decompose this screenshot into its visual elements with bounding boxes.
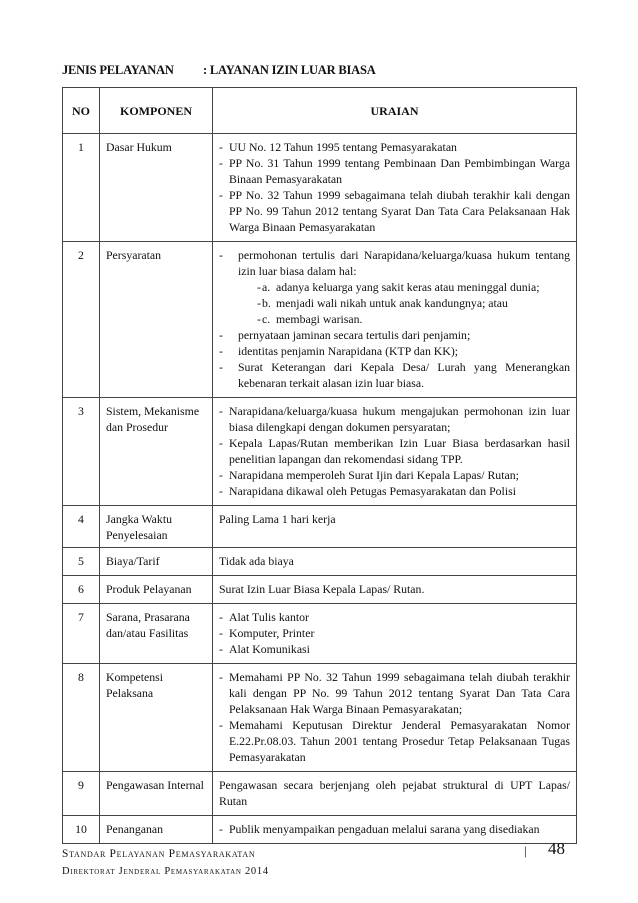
list-item: - Alat Komunikasi [219,641,570,657]
footer-separator: | [524,843,527,858]
header-no: NO [63,88,100,134]
list-item: - Surat Keterangan dari Kepala Desa/ Lurah yang Menerangkan kebenaran terkait alasan izin luar biasa. [219,359,570,391]
sub-list [238,279,570,327]
row-component: Pengawasan Internal [100,772,213,816]
sub-list-item [257,295,570,311]
page-heading [62,63,376,78]
service-type-label: JENIS PELAYANAN [62,63,174,77]
table-row [63,664,577,772]
sub-list-text: menjadi wali nikah untuk anak kandungnya; atau [276,296,508,310]
sub-list-item [257,279,570,295]
row-description [213,398,577,506]
list-item: - Memahami PP No. 32 Tahun 1999 sebagaimana telah diubah terakhir kali dengan PP No. 99 Tahun 2012 tentang Syarat Dan Tata Cara Pelaksanaan Hak Warga Binaan Pemasyarakatan; [219,669,570,717]
row-number: 2 [63,242,100,398]
list-item: - Narapidana dikawal oleh Petugas Pemasyarakatan dan Polisi [219,483,570,499]
list-item: - Narapidana/keluarga/kuasa hukum mengajukan permohonan izin luar biasa dilengkapi dengan dokumen persyaratan; [219,403,570,435]
row-number: 6 [63,576,100,604]
list-item: - pernyataan jaminan secara tertulis dari penjamin; [219,327,570,343]
row-number: 7 [63,604,100,664]
row-description [213,664,577,772]
row-number: 10 [63,816,100,844]
row-description: Paling Lama 1 hari kerja [213,506,577,548]
row-component: Penanganan [100,816,213,844]
list-item: - identitas penjamin Narapidana (KTP dan KK); [219,343,570,359]
list-item: - Komputer, Printer [219,625,570,641]
row-component: Biaya/Tarif [100,548,213,576]
page-number: 48 [548,839,565,858]
row-description: Surat Izin Luar Biasa Kepala Lapas/ Rutan. [213,576,577,604]
list-item-text: permohonan tertulis dari Narapidana/keluarga/kuasa hukum tentang izin luar biasa dalam hal: [238,248,570,278]
sub-list-marker: - c. [262,312,271,326]
service-type-value: : LAYANAN IZIN LUAR BIASA [203,63,376,77]
list-item: - Kepala Lapas/Rutan memberikan Izin Luar Biasa berdasarkan hasil penelitian lapangan dan rekomendasi sidang TPP. [219,435,570,467]
sub-list-item [257,311,570,327]
list-item: - Memahami Keputusan Direktur Jenderal Pemasyarakatan Nomor E.22.Pr.08.03. Tahun 2001 tentang Prosedur Tetap Pelaksanaan Tugas Pemasyarakatan [219,717,570,765]
header-uraian: URAIAN [213,88,577,134]
row-component: Sarana, Prasarana dan/atau Fasilitas [100,604,213,664]
row-description: Tidak ada biaya [213,548,577,576]
list-item: - PP No. 31 Tahun 1999 tentang Pembinaan Dan Pembimbingan Warga Binaan Pemasyarakatan [219,155,570,187]
table-row [63,134,577,242]
table-row [63,398,577,506]
row-component: Persyaratan [100,242,213,398]
list-item: - Alat Tulis kantor [219,609,570,625]
sub-list-text: adanya keluarga yang sakit keras atau meninggal dunia; [276,280,540,294]
page-footer [62,846,269,880]
row-number: 4 [63,506,100,548]
row-component: Produk Pelayanan [100,576,213,604]
list-item: - Publik menyampaikan pengaduan melalui sarana yang disediakan [219,821,570,837]
table-row [63,816,577,844]
row-number: 3 [63,398,100,506]
row-component: Dasar Hukum [100,134,213,242]
table-row [63,576,577,604]
header-komponen: KOMPONEN [100,88,213,134]
sub-list-marker: - b. [262,296,271,310]
row-component: Kompetensi Pelaksana [100,664,213,772]
row-description [213,604,577,664]
row-number: 9 [63,772,100,816]
table-row [63,772,577,816]
table-header-row [63,88,577,134]
row-component: Sistem, Mekanisme dan Prosedur [100,398,213,506]
row-description [213,242,577,398]
row-component: Jangka Waktu Penyelesaian [100,506,213,548]
table-row [63,506,577,548]
sub-list-marker: - a. [262,280,271,294]
service-standard-table [62,87,577,844]
sub-list-text: membagi warisan. [276,312,363,326]
footer-title: Standar Pelayanan Pemasyarakatan [62,848,256,860]
list-item [219,247,570,327]
table-row [63,548,577,576]
table-row [63,242,577,398]
row-description [213,134,577,242]
row-number: 8 [63,664,100,772]
list-item: - UU No. 12 Tahun 1995 tentang Pemasyarakatan [219,139,570,155]
row-number: 1 [63,134,100,242]
list-item: - PP No. 32 Tahun 1999 sebagaimana telah diubah terakhir kali dengan PP No. 99 Tahun 2012 tentang Syarat Dan Tata Cara Pelaksanaan Hak Warga Binaan Pemasyarakatan [219,187,570,235]
footer-subtitle: Direktorat Jenderal Pemasyarakatan 2014 [62,866,269,877]
list-item: - Narapidana memperoleh Surat Ijin dari Kepala Lapas/ Rutan; [219,467,570,483]
row-description: Pengawasan secara berjenjang oleh pejabat struktural di UPT Lapas/ Rutan [213,772,577,816]
table-row [63,604,577,664]
row-description [213,816,577,844]
row-number: 5 [63,548,100,576]
